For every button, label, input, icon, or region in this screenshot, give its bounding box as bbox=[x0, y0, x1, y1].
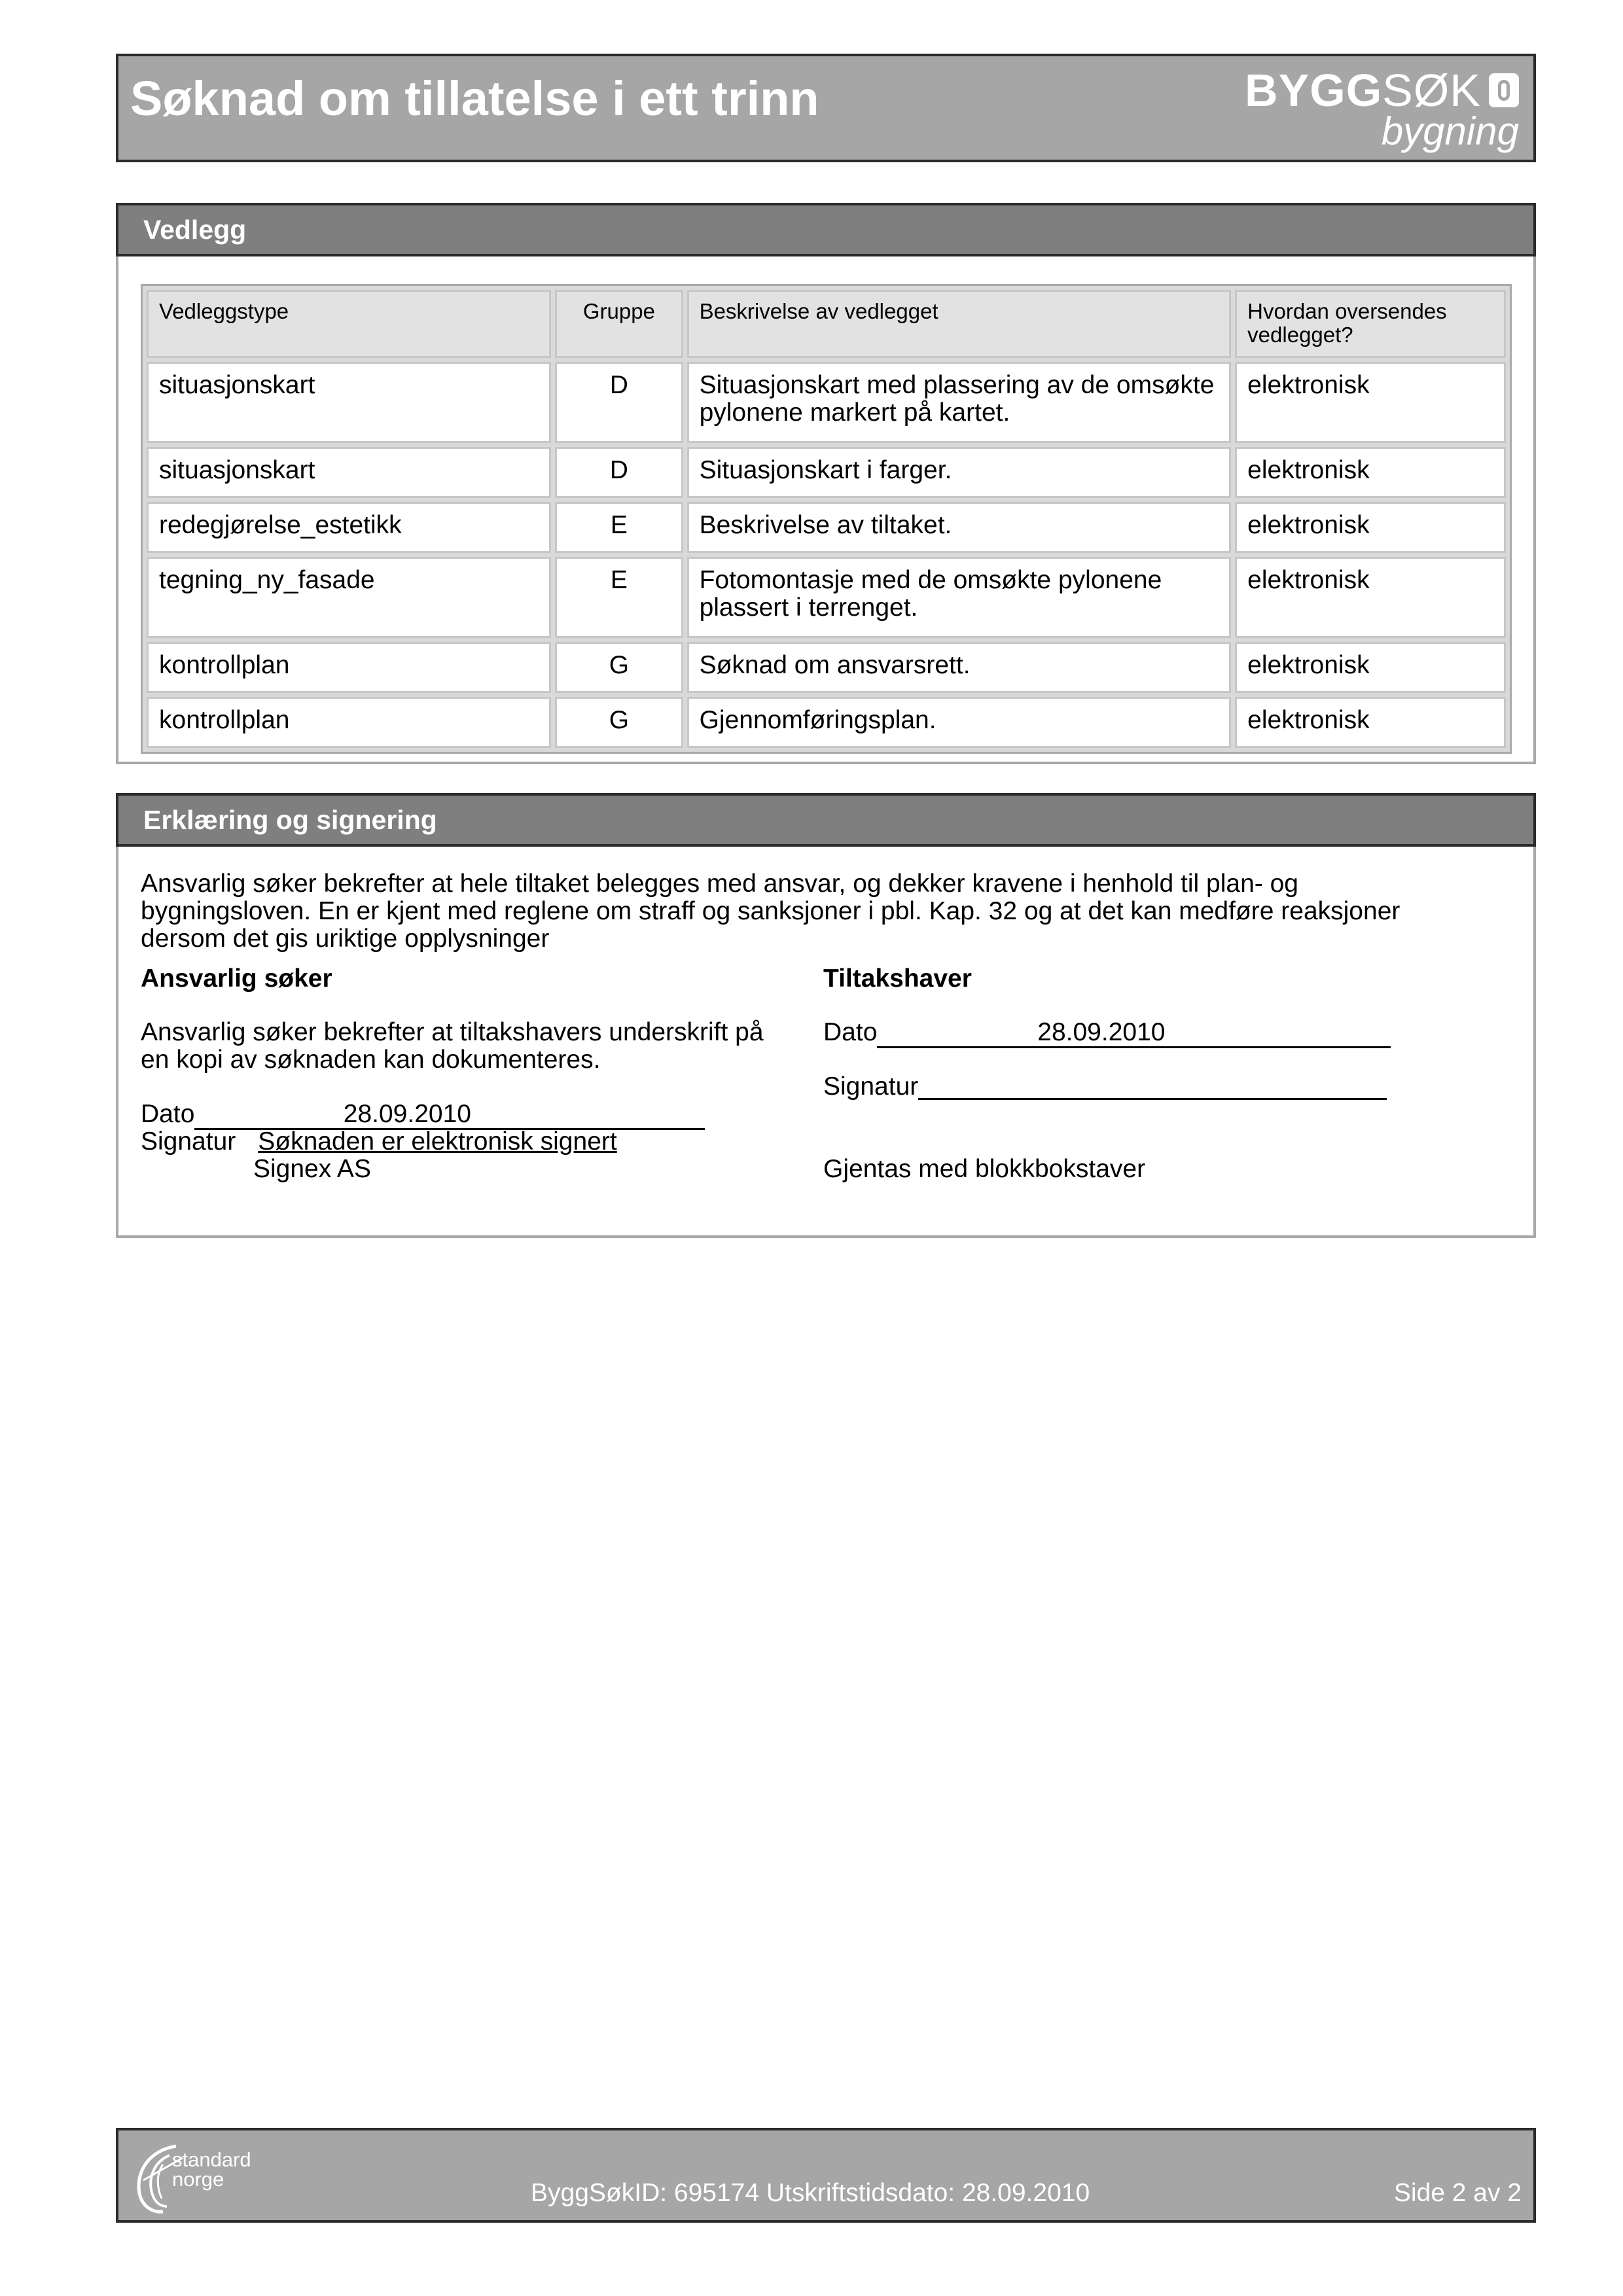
soker-dato-value: 28.09.2010 bbox=[194, 1101, 705, 1130]
cell-desc: Situasjonskart i farger. bbox=[687, 447, 1232, 498]
table-row bbox=[147, 642, 1506, 693]
tiltakshaver-dato-value: 28.09.2010 bbox=[877, 1019, 1391, 1048]
vedlegg-table bbox=[141, 284, 1512, 754]
tiltakshaver-signatur-line bbox=[918, 1073, 1387, 1100]
tiltakshaver-signatur-label: Signatur bbox=[823, 1072, 919, 1101]
soker-signatur-value: Søknaden er elektronisk signert bbox=[258, 1127, 617, 1156]
tiltakshaver-dato-row bbox=[823, 1019, 1391, 1048]
cell-how: elektronisk bbox=[1235, 697, 1506, 748]
logo-bygning: bygning bbox=[1381, 109, 1519, 153]
cell-desc: Søknad om ansvarsrett. bbox=[687, 642, 1232, 693]
table-row bbox=[147, 362, 1506, 443]
tiltakshaver-signatur-row bbox=[823, 1073, 1387, 1101]
cell-how: elektronisk bbox=[1235, 362, 1506, 443]
cell-desc: Beskrivelse av tiltaket. bbox=[687, 502, 1232, 553]
cell-how: elektronisk bbox=[1235, 557, 1506, 638]
soker-text-2: en kopi av søknaden kan dokumenteres. bbox=[141, 1046, 601, 1074]
cell-group: E bbox=[555, 557, 683, 638]
soker-signer: Signex AS bbox=[253, 1155, 371, 1183]
cell-how: elektronisk bbox=[1235, 447, 1506, 498]
signering-heading: Erklæring og signering bbox=[116, 793, 1536, 847]
table-row bbox=[147, 557, 1506, 638]
page-number: Side 2 av 2 bbox=[1393, 2179, 1522, 2207]
tiltakshaver-dato-label: Dato bbox=[823, 1018, 878, 1046]
cell-desc: Fotomontasje med de omsøkte pylonene plassert i terrenget. bbox=[687, 557, 1232, 638]
intro-line-2: bygningsloven. En er kjent med reglene om straff og sanksjoner i pbl. Kap. 32 og at det kan medføre reaksjoner bbox=[141, 897, 1400, 925]
page-title: Søknad om tillatelse i ett trinn bbox=[130, 71, 819, 126]
cell-desc: Situasjonskart med plassering av de omsøkte pylonene markert på kartet. bbox=[687, 362, 1232, 443]
standard-norge-text bbox=[172, 2150, 251, 2189]
intro-line-3: dersom det gis uriktige opplysninger bbox=[141, 925, 550, 953]
table-row bbox=[147, 447, 1506, 498]
cell-group: G bbox=[555, 697, 683, 748]
cell-type: situasjonskart bbox=[147, 362, 551, 443]
logo-bygg: BYGG bbox=[1245, 65, 1383, 116]
byggsok-mark-icon bbox=[1489, 73, 1519, 107]
vedlegg-heading: Vedlegg bbox=[116, 203, 1536, 256]
soker-dato-label: Dato bbox=[141, 1100, 195, 1128]
byggsok-id-text: ByggSøkID: 695174 Utskriftstidsdato: 28.09.2010 bbox=[531, 2179, 1090, 2207]
cell-how: elektronisk bbox=[1235, 642, 1506, 693]
table-row bbox=[147, 502, 1506, 553]
cell-type: redegjørelse_estetikk bbox=[147, 502, 551, 553]
intro-line-1: Ansvarlig søker bekrefter at hele tiltaket belegges med ansvar, og dekker kravene i henhold til plan- og bbox=[141, 870, 1298, 898]
cell-group: E bbox=[555, 502, 683, 553]
page-footer bbox=[116, 2128, 1536, 2223]
cell-desc: Gjennomføringsplan. bbox=[687, 697, 1232, 748]
cell-group: D bbox=[555, 362, 683, 443]
soker-dato-row bbox=[141, 1101, 705, 1130]
column-header: Hvordan oversendes vedlegget? bbox=[1235, 290, 1506, 358]
byggsok-logo bbox=[1244, 63, 1519, 154]
soker-heading: Ansvarlig søker bbox=[141, 964, 332, 993]
cell-group: G bbox=[555, 642, 683, 693]
soker-signatur-label: Signatur bbox=[141, 1127, 236, 1156]
logo-line-standard: standard bbox=[172, 2148, 251, 2171]
cell-type: kontrollplan bbox=[147, 697, 551, 748]
tiltakshaver-heading: Tiltakshaver bbox=[823, 964, 972, 993]
cell-how: elektronisk bbox=[1235, 502, 1506, 553]
page-header bbox=[116, 54, 1536, 162]
cell-type: situasjonskart bbox=[147, 447, 551, 498]
cell-group: D bbox=[555, 447, 683, 498]
cell-type: kontrollplan bbox=[147, 642, 551, 693]
table-row bbox=[147, 697, 1506, 748]
column-header: Vedleggstype bbox=[147, 290, 551, 358]
column-header: Gruppe bbox=[555, 290, 683, 358]
soker-text-1: Ansvarlig søker bekrefter at tiltakshavers underskrift på bbox=[141, 1018, 764, 1046]
soker-signatur-row bbox=[141, 1128, 639, 1156]
tiltakshaver-blokk: Gjentas med blokkbokstaver bbox=[823, 1155, 1146, 1183]
column-header: Beskrivelse av vedlegget bbox=[687, 290, 1232, 358]
cell-type: tegning_ny_fasade bbox=[147, 557, 551, 638]
table-header-row bbox=[147, 290, 1506, 358]
logo-sok: SØK bbox=[1382, 65, 1481, 116]
logo-line-norge: norge bbox=[172, 2168, 224, 2191]
